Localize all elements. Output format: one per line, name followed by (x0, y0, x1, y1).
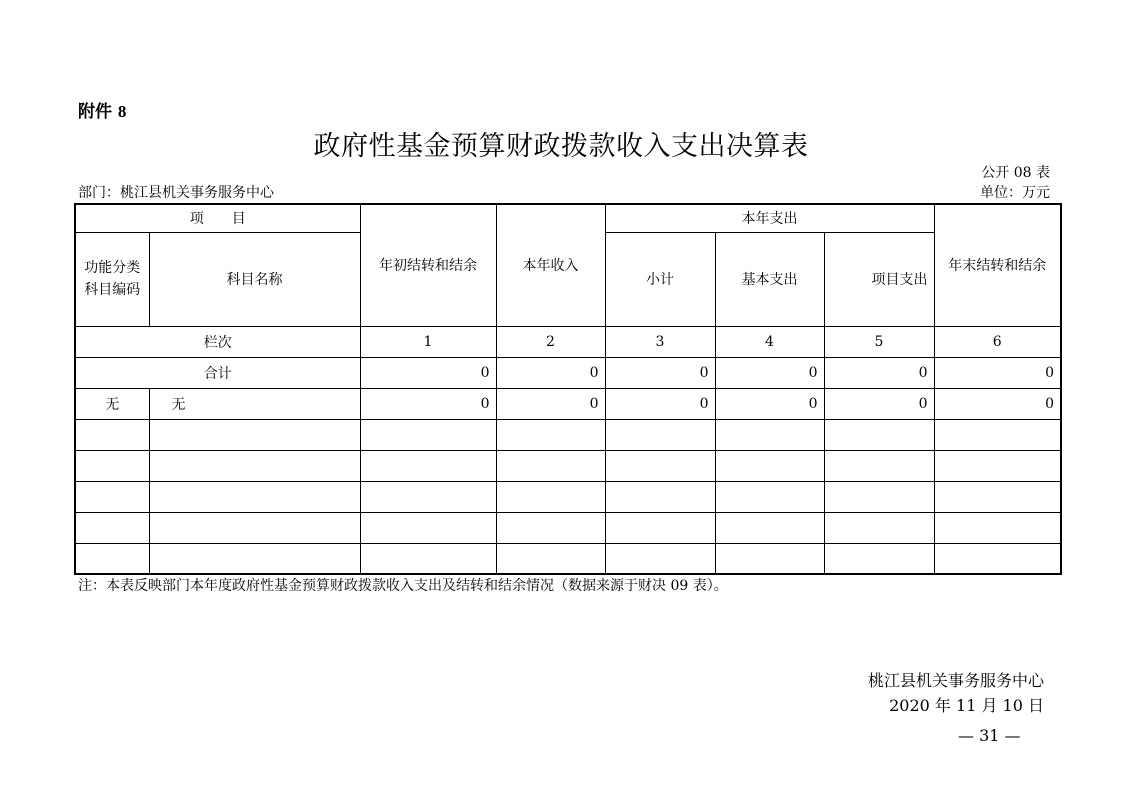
table-note: 注：本表反映部门本年度政府性基金预算财政拨款收入支出及结转和结余情况（数据来源于财决 09 表）。 (78, 578, 728, 594)
column-index: 4 (715, 326, 824, 357)
value-cell: 0 (934, 388, 1061, 419)
empty-row (75, 450, 1061, 481)
column-index: 1 (360, 326, 496, 357)
total-label: 合计 (75, 357, 360, 388)
header-project: 项目支出 (824, 232, 934, 326)
column-index: 2 (496, 326, 605, 357)
empty-row (75, 543, 1061, 574)
budget-table (74, 203, 1062, 575)
department-label: 部门：桃江县机关事务服务中心 (78, 185, 274, 201)
table-row (75, 388, 1061, 419)
empty-row (75, 419, 1061, 450)
value-cell: 0 (824, 388, 934, 419)
column-index: 5 (824, 326, 934, 357)
header-item: 项 目 (75, 204, 360, 232)
header-basic: 基本支出 (715, 232, 824, 326)
form-code: 公开 08 表 (981, 165, 1050, 181)
header-subject-name: 科目名称 (149, 232, 360, 326)
page-number: — 31 — (958, 726, 1021, 745)
attachment-label (78, 97, 126, 122)
header-expenditure: 本年支出 (605, 204, 934, 232)
value-cell: 0 (360, 388, 496, 419)
footer-date: 2020 年 11 月 10 日 (889, 696, 1044, 715)
header-income: 本年收入 (496, 204, 605, 326)
page-title: 政府性基金预算财政拨款收入支出决算表 (313, 131, 809, 162)
total-value: 0 (605, 357, 715, 388)
header-closing-balance: 年末结转和结余 (934, 204, 1061, 326)
column-index-label: 栏次 (75, 326, 360, 357)
header-func-code: 功能分类科目编码 (75, 232, 149, 326)
column-index: 3 (605, 326, 715, 357)
empty-row (75, 512, 1061, 543)
attachment-number: 8 (117, 102, 127, 121)
subject-name-cell: 无 (149, 388, 360, 419)
total-value: 0 (360, 357, 496, 388)
unit-label: 单位：万元 (980, 185, 1050, 201)
header-opening-balance: 年初结转和结余 (360, 204, 496, 326)
value-cell: 0 (605, 388, 715, 419)
footer-org: 桃江县机关事务服务中心 (867, 671, 1044, 690)
total-value: 0 (715, 357, 824, 388)
column-index-row (75, 326, 1061, 357)
total-row (75, 357, 1061, 388)
func-code-cell: 无 (75, 388, 149, 419)
value-cell: 0 (496, 388, 605, 419)
value-cell: 0 (715, 388, 824, 419)
header-subtotal: 小计 (605, 232, 715, 326)
empty-row (75, 481, 1061, 512)
total-value: 0 (496, 357, 605, 388)
total-value: 0 (934, 357, 1061, 388)
attachment-prefix: 附件 (78, 102, 112, 122)
column-index: 6 (934, 326, 1061, 357)
total-value: 0 (824, 357, 934, 388)
